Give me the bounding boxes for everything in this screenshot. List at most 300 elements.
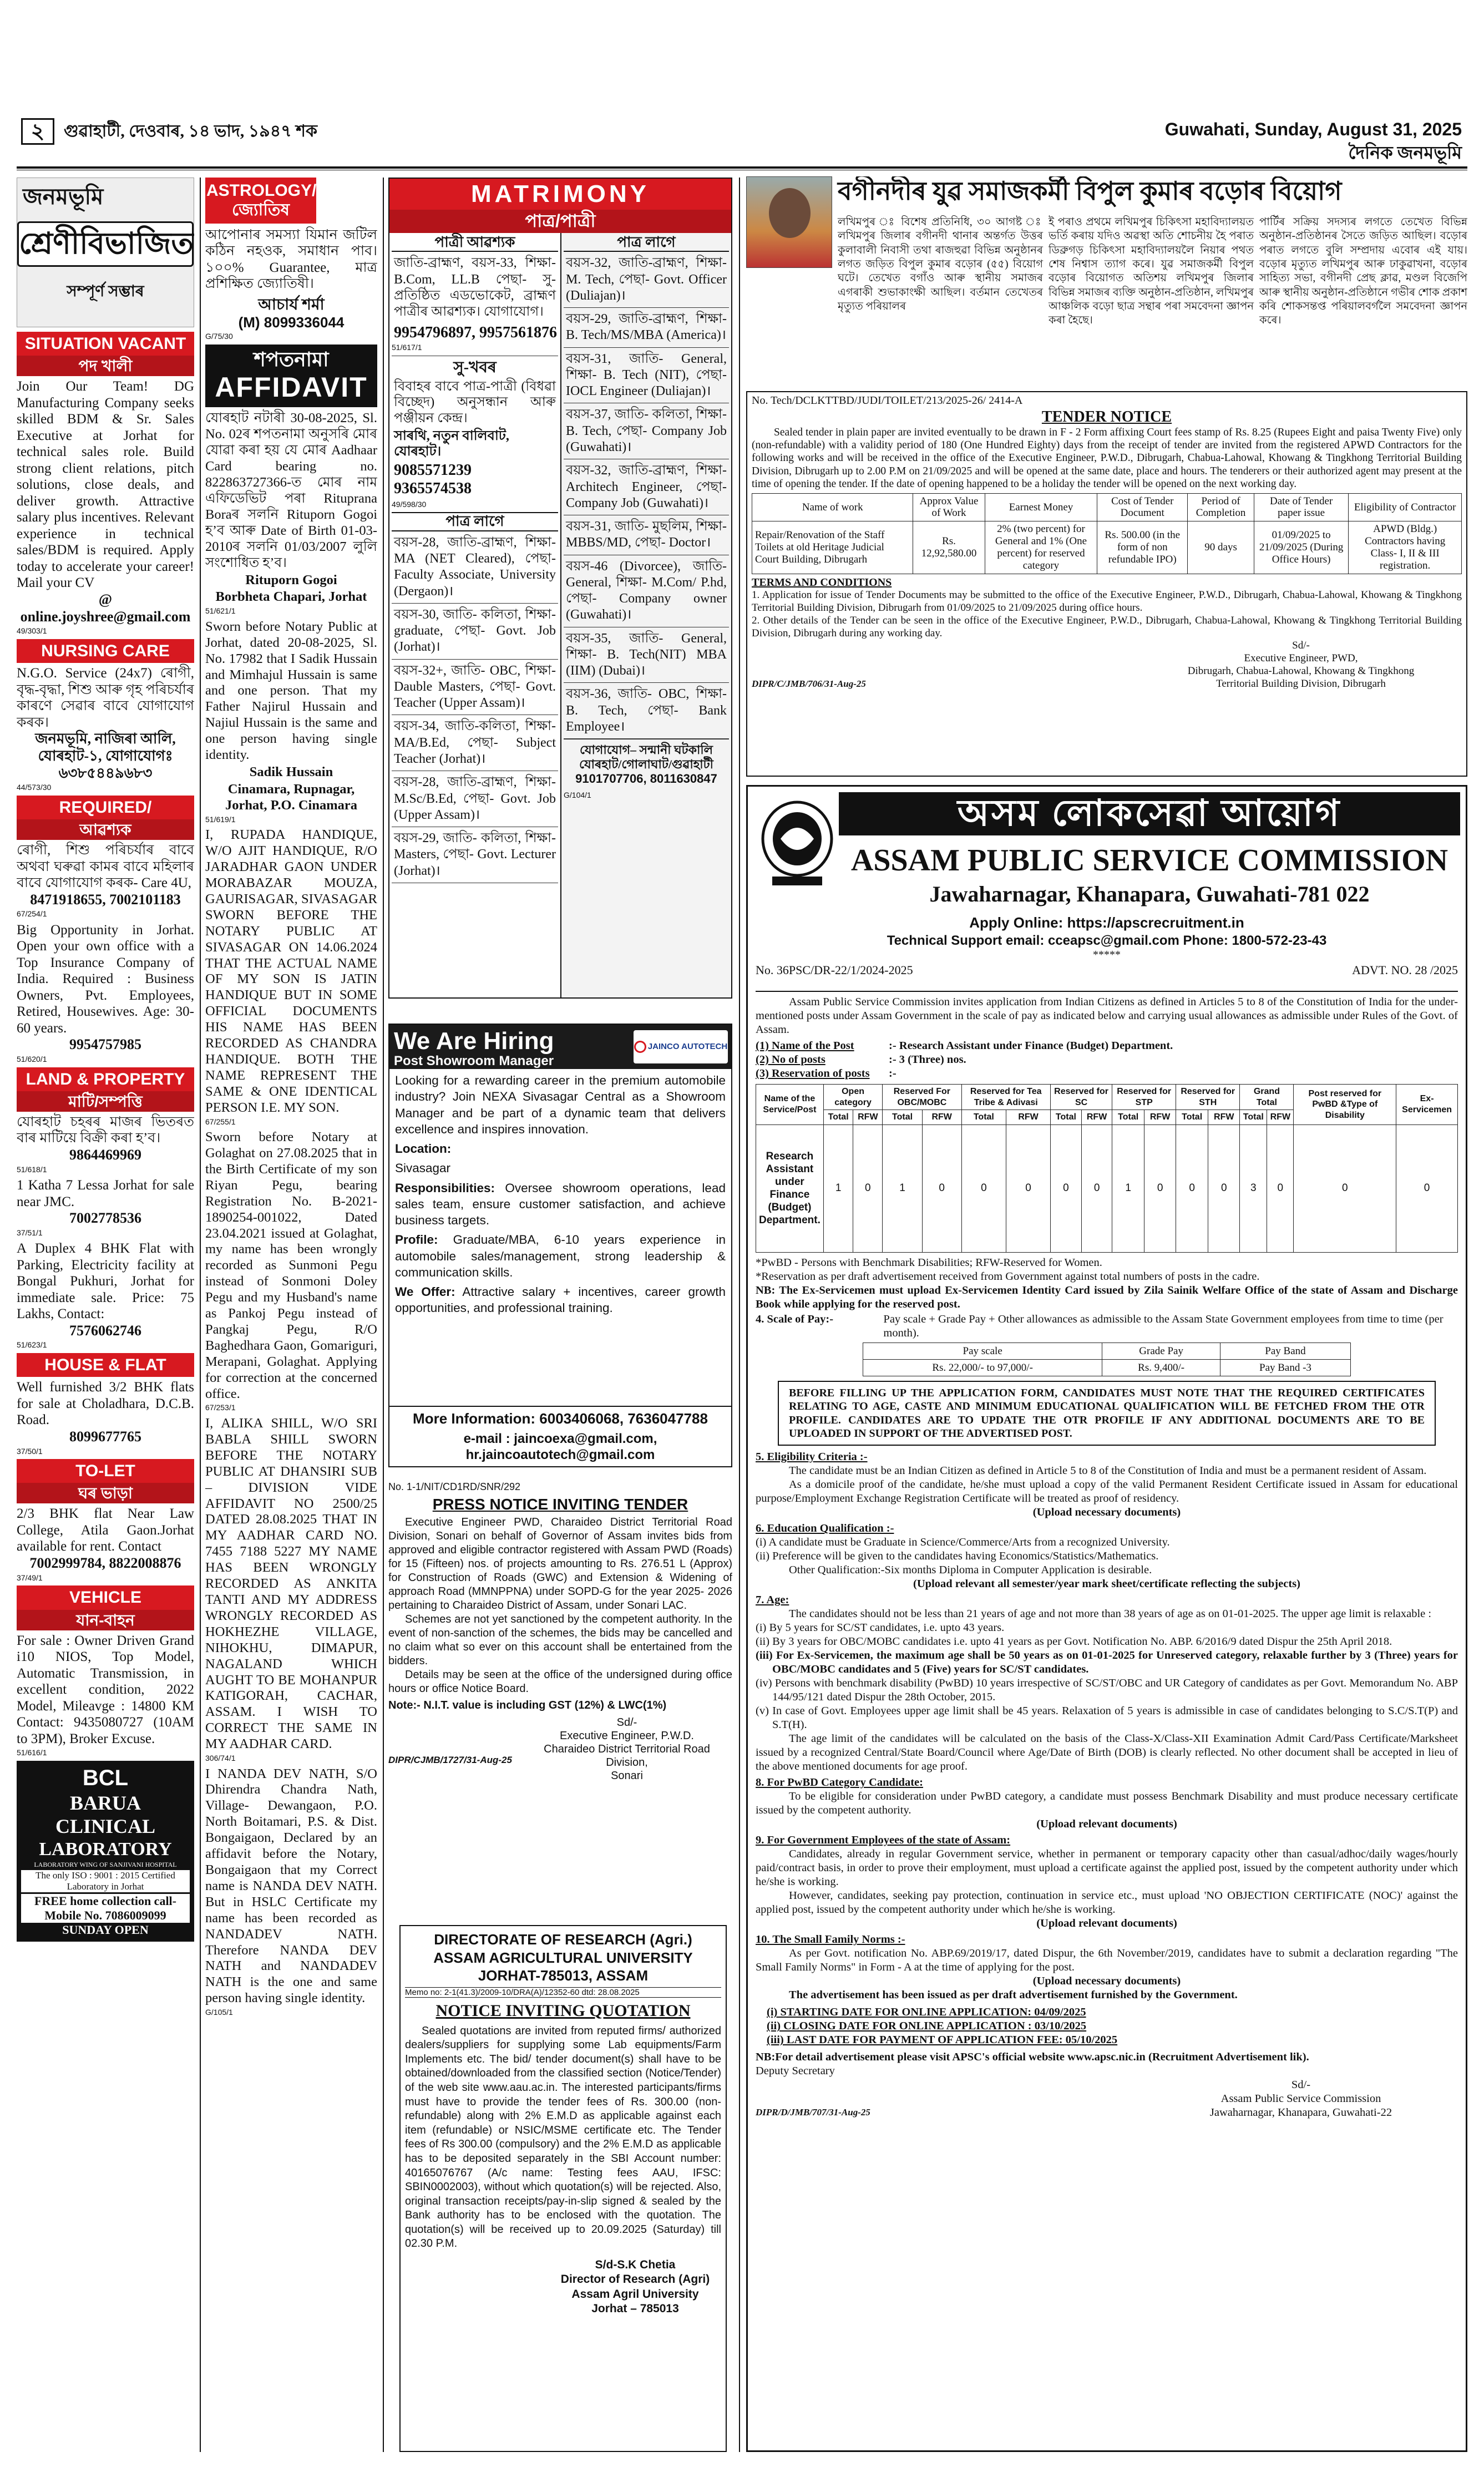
apsc-col-header: Reserved for STH [1176,1085,1240,1110]
classified-text: 2/3 BHK flat Near Law College, Atila Gaon.Jorhat available for rent. Contact [17,1506,194,1554]
affidavit-code: 51/619/1 [205,814,236,824]
research-h3: JORHAT-785013, ASSAM [478,1967,649,1984]
apsc-note-3: NB: The Ex-Servicemen must upload Ex-Servicemen Identity Card issued by Zila Sainik Welfare Office of the state of Assam and Discharge Book while applying for the reserved post. [756,1284,1458,1310]
apsc-advt-number: ADVT. NO. 28 /2025 [1352,963,1458,977]
apsc-code: DIPR/D/JMB/707/31-Aug-25 [756,2107,870,2118]
apsc-col-header: Reserved for STP [1112,1085,1176,1110]
matrimony-contact-code: G/104/1 [564,791,591,800]
tender-sign1: Executive Engineer, PWD, [1244,652,1358,665]
classified-text: যোৰহাট চহৰৰ মাজৰ ভিতৰত বাৰ মাটিয়ে বিক্ৰী কৰা হ’ব। [17,1114,194,1146]
scale-col-header: Pay Band [1220,1343,1350,1359]
research-sign2: Assam Agril University [571,2287,699,2301]
classified-ad [17,332,194,636]
press-body3: Details may be seen at the office of the undersigned during office hours or office Notice Board. [388,1669,732,1695]
affidavit-entry: I NANDA DEV NATH, S/O Dhirendra Chandra Nath, Village- Dewangaon, P.O. North Boitamari, P.S. & Dist. Bongaigaon, Declared by an affidavit before the Notary, Bongaigaon that my Correct name is NANDA DEV NATH. But in HSLC Certificate my name has been recorded as NANDADEV NATH. Therefore NANDA DEV NATH and NANDADEV NATH is the one and same person having single identity. [205,1766,377,2006]
classified-text: N.G.O. Service (24x7) ৰোগী, বৃদ্ধ-বৃদ্ধা, শিশু আৰু গৃহ পৰিচৰ্যাৰ কাৰণে সেৱাৰ বাবে যোগাযোগ কৰক। [17,666,194,730]
matrimony-listing: বয়স-31, জাতি- মুছলিম, শিক্ষা- MBBS/MD, পেছা- Doctor। [564,515,729,555]
astro-affidavit-column [205,178,377,2452]
classified-code: 49/303/1 [17,626,47,636]
apsc-paragraph: (v) In case of Govt. Employees upper age limit shall be 45 years. Relaxation of 5 years is admissible in case of candidates belonging to S.C/S.T(P) and S.T(H). [756,1705,1458,1731]
classified-contact: @ online.joyshree@gmail.com [20,591,191,625]
apsc-value-cell: 0 [1081,1124,1112,1252]
apsc-sub-header: RFW [922,1110,961,1125]
research-sign1: Director of Research (Agri) [560,2273,710,2286]
hiring-location-value: Sivasagar [395,1161,451,1176]
press-ref: No. 1-1/NIT/CD1RD/SNR/292 [388,1481,521,1492]
hiring-location-label: Location: [395,1142,452,1156]
apsc-post-row [756,1039,1458,1053]
apsc-advertisement [746,785,1467,2452]
matrimony-contact-addr: যোৰহাট/গোলাঘাট/গুৱাহাটী [579,757,713,772]
matrimony-contact-head: যোগাযোগ– সন্মানী ঘটকালি [579,743,713,757]
obituary-title: বগীনদীৰ যুৱ সমাজকৰ্মী বিপুল কুমাৰ বড়োৰ বিয়োগ [838,177,1342,205]
hiring-offer-text: Attractive salary + incentives, career growth opportunities, and professional training. [395,1285,726,1315]
matrimony-heading: MATRIMONY [389,179,731,210]
classified-ad [17,1353,194,1456]
apsc-paragraph: (Upload relevant documents) [1036,1917,1177,1930]
apsc-date-line: (i) STARTING DATE FOR ONLINE APPLICATION: 04/09/2025 [767,2006,1086,2019]
press-body2: Schemes are not yet sanctioned by the competent authority. In the event of non-sanction of the schemes, the bids may be cancelled and no claim what so ever on this account shall be entertained from the bidders. [388,1613,732,1668]
hiring-responsibilities [395,1180,726,1229]
classified-subheading: পদ খালী [17,356,194,376]
classified-ad [17,1585,194,1757]
classified-text: ৰোগী, শিশু পৰিচৰ্যাৰ বাবে অথবা ঘৰুৱা কামৰ বাবে মহিলাৰ বাবে যোগাযোগ কৰক- Care 4U, [17,843,194,891]
matrimony-col1-code1: 51/617/1 [392,343,422,352]
apsc-value-cell: 1 [1112,1124,1144,1252]
matrimony-sukhobor: সু-খবৰ [392,356,558,377]
matrimony-listing: বয়স-28, জাতি-ব্ৰাহ্মণ, শিক্ষা- M.Sc/B.Ed, পেছা- Govt. Job (Upper Assam)। [392,771,558,827]
hiring-logo-text: JAINCO AUTOTECH [647,1042,728,1051]
apsc-nos-label: (2) No of posts [756,1053,825,1066]
apsc-sub-header: Total [1050,1110,1081,1125]
apsc-col-header: Grand Total [1240,1085,1294,1110]
apsc-value-cell: 1 [883,1124,923,1252]
classified-heading: SITUATION VACANT [17,332,194,356]
apsc-value-cell: 0 [1396,1124,1458,1252]
scale-cell: Rs. 9,400/- [1102,1359,1220,1376]
apsc-s6-head: 6. Education Qualification :- [756,1522,894,1535]
obituary-news [746,176,1467,390]
affidavit-entry: যোৰহাট নটাৰী 30-08-2025, Sl. No. 02ৰ শপতনামা অনুসৰি মোৰ যোৱা কৰা হয় যে মোৰ Aadhaar Card bearing no. 822863727366-ত মোৰ নাম এফিডেভিট পৰা Rituprana Boraৰ সলনি Rituporn Gogoi হ’ব আৰু Date of Birth 01-03-2010ৰ সলনি 01/03/2007 লুলি সংশোধিত হ’ব। [205,411,377,570]
research-h2: ASSAM AGRICULTURAL UNIVERSITY [433,1949,693,1966]
classified-code: 44/573/30 [17,783,52,792]
apsc-sign1: Assam Public Service Commission [1220,2093,1381,2105]
hiring-phone: 6003406068, 7636047788 [539,1410,708,1427]
page-number: ২ [21,118,54,145]
apsc-note-1: *PwBD - Persons with Benchmark Disabilities; RFW-Reserved for Women. [756,1256,1102,1269]
classified-heading: VEHICLE [17,1585,194,1609]
apsc-number: No. 36PSC/DR-22/1/2024-2025 [756,963,913,977]
apsc-title-en: ASSAM PUBLIC SERVICE COMMISSION [850,843,1448,878]
apsc-scale-row [756,1313,1458,1340]
press-body: Executive Engineer PWD, Charaideo District Territorial Road Division, Sonari on behalf of Governor of Assam invites bids from approved and eligible contractor registered with Assam PWD (Roads) for 15 (Fifteen) nos. of projects amounting to Rs. 276.51 L (Approx) for Construction of Roads (GWC) and Extension & Widening of approach Road (MMNPPNA) under SOPD-G for the year 2025- 2026 pertaining to Charaideo District of Assam, under Sonari LAC. [388,1516,732,1612]
apsc-res-label: (3) Reservation of posts [756,1067,870,1080]
classified-code: 37/50/1 [17,1446,43,1456]
affidavit-entry: Sworn before Notary Public at Jorhat, dated 20-08-2025, Sl. No. 17982 that I Sadik Hussain and Mimhajul Hussain is same and one person. That my Father Najirul Hussain and Najiul Hussain is the same and one person having single identity. [205,619,377,763]
tender-table [752,493,1462,574]
classifieds-title: শ্ৰেণীবিভাজিত [17,221,194,267]
scale-col-header: Grade Pay [1102,1343,1220,1359]
apsc-paragraph: As per Govt. notification No. ABP.69/2019/17, dated Dispur, the 6th November/2019, candidates have to submit a declaration regarding "The Small Family Norms" in Form - A at the time of applying for the post. [756,1947,1458,1974]
press-title: PRESS NOTICE INVITING TENDER [432,1496,688,1513]
obituary-col1: লখিমপুৰ ঃ বিশেষ প্ৰতিনিধি, ৩০ আগষ্ট ঃ লখিমপুৰ জিলাৰ বগীনদী থানাৰ অন্তৰ্গত উত্তৰ কুলাবালী নিবাসী তথা ৰাজহুৱা বিভিন্ন অনুষ্ঠানৰ লগত জড়িত বিপুল কুমাৰ বড়োৰ (৫৫) বিয়োগ ঘটে। তেখেত বগাঁও আৰু স্থানীয় সমাজৰ এগৰাকী শুভাকাংক্ষী আছিল। বৰ্তমান তেখেতৰ মৃত্যুত পৰিয়ালৰ [838,216,1043,313]
hiring-profile [395,1232,726,1280]
apsc-value-cell: 0 [1006,1124,1051,1252]
apsc-scale-label: 4. Scale of Pay:- [756,1313,834,1325]
apsc-col-header: Reserved For OBC/MOBC [883,1085,961,1110]
apsc-value-cell: 3 [1240,1124,1267,1252]
bcl-iso: The only ISO : 9001 : 2015 Certified Laboratory in Jorhat [21,1870,190,1892]
apsc-sd: Sd/- [1291,2079,1311,2091]
astrology-name: আচাৰ্য শৰ্মা [258,296,325,313]
apsc-scale-table [863,1343,1351,1376]
tender-sd: Sd/- [1292,640,1310,652]
apsc-col-header: Open category [823,1085,882,1110]
classified-ad [17,796,194,919]
apsc-sub-header: Total [1112,1110,1144,1125]
apsc-s5-head: 5. Eligibility Criteria :- [756,1451,868,1463]
tender-col-header: Date of Tender paper issue [1254,493,1348,521]
press-sign1: Executive Engineer, P.W.D. [560,1729,694,1742]
apsc-paragraph: (ii) By 3 years for OBC/MOBC candidates i.e. upto 41 years as per Govt. Notification No. ABP. 6/2016/9 dated Dispur the 25th April 2018. [756,1635,1392,1648]
classified-ad [17,1177,194,1237]
hiring-ad [388,1024,732,1467]
matrimony-col2-head: পাত্ৰ লাগে [564,234,729,252]
obituary-col2: ই পৰাও প্ৰথমে লখিমপুৰ চিকিৎসা মহাবিদ্যালয়ত ভৰ্তি কৰায় যদিও অৱস্থা অতি শোচনীয় হৈ পৰাত ডিব্ৰুগড় চিকিৎসা মহাবিদ্যালয়লৈ নিয়াৰ পথত শেষ নিশ্বাস ত্যাগ কৰে। যুৱ সমাজকৰ্মী বিপুল বড়োৰ বিয়োগত অতিশয় লখিমপুৰ জিলাৰ বিভিন্ন সমাজৰ ব্যক্তি অনুষ্ঠান-প্ৰতিষ্ঠান, লখিমপুৰ আঞ্চলিক বড়ো ছাত্ৰ সন্থাৰ পৰা সমবেদনা জ্ঞাপন কৰা হৈছে। [1049,216,1254,327]
apsc-sub-header: Total [883,1110,923,1125]
press-sign3: Sonari [611,1769,643,1782]
classified-code: 67/254/1 [17,909,47,919]
classified-code: 37/49/1 [17,1573,43,1582]
hiring-email[interactable]: e-mail : jaincoexa@gmail.com, hr.jaincoautotech@gmail.com [463,1431,657,1462]
matrimony-listing: বয়স-28, জাতি-ব্ৰাহ্মণ, শিক্ষা- MA (NET Cleared), পেছা- Faculty Associate, University (Dergaon)। [392,531,558,604]
matrimony-col1-phone2: 9085571239 9365574538 [394,461,472,497]
matrimony-col1-addr: সাৰথি, নতুন বালিবাট, যোৰহাট। [394,428,509,459]
apsc-paragraph: (ii) Preference will be given to the candidates having Economics/Statistics/Mathematics. [756,1550,1159,1563]
tender-cell: 01/09/2025 to 21/09/2025 (During Office Hours) [1254,521,1348,574]
classified-ad [17,1067,194,1174]
hiring-more-info [394,1410,727,1427]
tender-term-1: 1. Application for issue of Tender Documents may be submitted to the office of the Executive Engineer, P.W.D., Dibrugarh, Chabua-Lahowal, Khowang & Tingkhong Territorial Building Division, Dibrugarh from 01/09/2025 to 21/09/2025 during office hours. [752,589,1462,614]
astrology-code: G/75/30 [205,332,233,341]
portrait-icon [769,188,811,238]
apsc-emblem [756,794,839,889]
matrimony-listing: বয়স-36, জাতি- OBC, শিক্ষা- B. Tech, পেছা- Bank Employee। [564,683,729,739]
apsc-post-value: :- Research Assistant under Finance (Budget) Department. [889,1040,1173,1052]
matrimony-col1-head: পাত্ৰী আৱশ্যক [392,234,558,252]
hiring-logo [634,1030,728,1063]
tender-cell: 90 days [1188,521,1254,574]
classified-text: A Duplex 4 BHK Flat with Parking, Electricity facility at Bongal Pukhuri, Jorhat for immediate sale. Price: 75 Lakhs, Contact: [17,1241,194,1322]
apsc-res-value: :- [889,1067,897,1080]
scale-cell: Pay Band -3 [1220,1359,1350,1376]
press-notice [388,1481,732,1914]
apsc-sub-header: RFW [1081,1110,1112,1125]
bcl-mobile: FREE home collection call- Mobile No. 7086009099 [21,1894,190,1923]
apsc-value-cell: 0 [1208,1124,1240,1252]
apsc-nb: NB:For detail advertisement please visit APSC's official website www.apsc.nic.in (Recruitment Advertisement lik). [756,2051,1309,2064]
apsc-sign2: Jawaharnagar, Khanapara, Guwahati-22 [1209,2106,1392,2119]
classified-ad [17,922,194,1064]
classified-contact: 8471918655, 7002101183 [30,891,181,908]
tender-body: Sealed tender in plain paper are invited eventually to be drawn in F - 2 Form affixing Court fees stamp of Rs. 8.25 (Rupees Eight and paisa Twenty Five) only (non-refundable) with a validity period of 180 (One Hundred Eighty) days from the receipt of tender are invited from the registered APWD Contractors for the following works and will be received in the office of the Executive Engineer, P.W.D., Dibrugarh, Chabua-Lahowal, Khowang & Tingkhong Territorial Building Division, Dibrugarh up to 2.00 P.M on 21/09/2025 and will be opened at the same date, place and hours. The tenderers or their authorized agent may present at the time of opening the tender. If the date of opening happened to be a holiday the tender will be opened on the next working day. [752,426,1462,490]
apsc-paragraph: (Upload necessary documents) [1032,1975,1181,1988]
tender-terms-head: TERMS AND CONDITIONS [752,576,892,589]
classified-heading: NURSING CARE [17,639,194,663]
bcl-logo-text: BCL [82,1765,129,1790]
classified-code: 51/623/1 [17,1340,47,1350]
affidavit-entry: I, RUPADA HANDIQUE, W/O AJIT HANDIQUE, R/O JARADHAR GAON UNDER MORABAZAR MOUZA, GAURISAGAR, SIVASAGAR SWORN BEFORE THE NOTARY PUBLIC AT SIVASAGAR ON 14.06.2024 THAT THE ACTUAL NAME OF MY SON IS JATIN HANDIQUE BUT IN SOME OFFICIAL DOCUMENTS HIS NAME HAS BEEN RECORDED AS CHANDRA HANDIQUE. BOTH THE NAME REPRESENT THE SAME & ONE IDENTICAL PERSON I.E. MY SON. [205,827,377,1115]
matrimony-listing: বয়স-35, জাতি- General, শিক্ষা- B. Tech(NIT) MBA (IIM) (Dubai)। [564,627,729,683]
apsc-sub-header: Total [1240,1110,1267,1125]
apsc-paragraph: The candidates should not be less than 21 years of age and not more than 38 years of age as on 01-01-2025. The upper age limit is relaxable : [789,1608,1432,1620]
obituary-photo [746,176,832,268]
research-title: NOTICE INVITING QUOTATION [435,2002,691,2020]
hiring-offer-label: We Offer: [395,1285,455,1299]
affidavit-code: 67/255/1 [205,1117,236,1126]
research-sign3: Jorhat – 785013 [591,2302,679,2315]
tender-cell: 2% (two percent) for General and 1% (One percent) for reserved category [985,521,1097,574]
tender-col-header: Name of work [752,493,913,521]
apsc-value-cell: 0 [961,1124,1006,1252]
apsc-paragraph: Candidates, already in regular Government service, whether in permanent or temporary capacity other than casual/adhoc/daily wages/hourly paid/contract basis, in order to prove their employment, must upload a certificate against the applied post, issued by the competent authority under which he/she is working. [756,1848,1458,1888]
apsc-col-header: Ex-Servicemen [1396,1085,1458,1125]
affidavit-code: 51/621/1 [205,606,236,616]
research-h1: DIRECTORATE OF RESEARCH (Agri.) [434,1931,692,1948]
apsc-stars: ***** [1093,949,1121,961]
apsc-value-cell: 0 [922,1124,961,1252]
apsc-intro: Assam Public Service Commission invites application from Indian Citizens as defined in Articles 5 to 8 of the Constitution of India for the under-mentioned posts under Assam Government in the scale of pay as indicated below and carrying usual allowances as admissible under Rules of the Govt. of Assam. [756,996,1458,1036]
affidavit-signatory: Sadik Hussain [249,764,333,780]
apsc-col-header: Name of the Service/Post [756,1085,824,1125]
hiring-title: We Are Hiring [394,1027,554,1055]
apsc-warning: BEFORE FILLING UP THE APPLICATION FORM, CANDIDATES MUST NOTE THAT THE REQUIRED CERTIFICATES RELATING TO AGE, CASTE AND MINIMUM EDUCATIONAL QUALIFICATION WILL BE FETCHED FROM THE OTR PROFILE. CANDIDATES ARE TO UPDATE THE OTR PROFILE IF ANY ADDITIONAL DOCUMENTS ARE TO BE UPLOADED IN SUPPORT OF THE ADVERTISED POST. [778,1381,1436,1446]
press-note: Note:- N.I.T. value is including GST (12%) & LWC(1%) [388,1699,667,1712]
apsc-scale-text: Pay scale + Grade Pay + Other allowances as admissible to the Assam State Government employees from time to time (per month). [883,1313,1444,1339]
astrology-phone: (M) 8099336044 [238,313,345,331]
matrimony-listing: বয়স-32+, জাতি- OBC, শিক্ষা- Dauble Masters, পেছা- Govt. Teacher (Upper Assam)। [392,660,558,716]
apsc-paragraph: The age limit of the candidates will be calculated on the basis of the Class-X/Class-XII Examination Admit Card/Pass Certificate/Marksheet issued by a recognized Central/State Board/Council where Age/Date of Birth (DOB) is clearly reflected. No other document shall be accepted in lieu of the above mentioned documents for age proof. [756,1733,1458,1773]
tender-col-header: Period of Completion [1188,493,1254,521]
matrimony-listing: বয়স-29, জাতি-ব্ৰাহ্মণ, শিক্ষা- B. Tech/MS/MBA (America)। [564,308,729,348]
scale-cell: Rs. 22,000/- to 97,000/- [863,1359,1102,1376]
tender-term-2: 2. Other details of the Tender can be seen in the office of the Executive Engineer, P.W.D., Dibrugarh, Chabua-Lahowal, Khowang & Tingkhong Territorial Building Division, Dibrugarh during any working day. [752,614,1462,639]
matrimony-listing: বয়স-31, জাতি- General, শিক্ষা- B. Tech (NIT), পেছা- IOCL Engineer (Duliajan)। [564,348,729,404]
classified-contact: জনমভূমি, নাজিৰা আলি, যোৰহাট-১, যোগাযোগঃ ৬৩৮৫৪৪৯৬৮৩ [35,731,176,781]
apsc-sub-header: Total [961,1110,1006,1125]
hiring-header [389,1025,731,1069]
classified-code: 51/620/1 [17,1054,47,1063]
classified-ad [17,1240,194,1350]
hiring-resp-text: Oversee showroom operations, lead sales team, ensure customer satisfaction, and achieve business targets. [395,1181,726,1227]
classified-text: For sale : Owner Driven Grand i10 NIOS, Top Model, Automatic Transmission, in excellent condition, 2022 Model, Mileavge : 14800 KM Contact: 9435080727 (10AM to 3PM), Broker Excuse. [17,1633,194,1746]
matrimony-listing: বয়স-34, জাতি-কলিতা, শিক্ষা- MA/B.Ed, পেছা- Subject Teacher (Jorhat)। [392,715,558,771]
tender-col-header: Cost of Tender Document [1097,493,1188,521]
classified-ad [17,1459,194,1582]
apsc-address: Jawaharnagar, Khanapara, Guwahati-781 022 [929,882,1370,906]
classified-ads-list [17,332,194,1757]
jainco-logo-icon [634,1041,646,1053]
bcl-line2: BARUA [69,1791,141,1814]
hiring-intro: Looking for a rewarding career in the premium automobile industry? Join NEXA Sivasagar Central as a Showroom Manager and be part of a dynamic team that delivers excellence and inspires innovation. [395,1073,726,1136]
apsc-paragraph: As a domicile proof of the candidate, he/she must upload a copy of the valid Permanent Resident Certificate issued in Assam for educational purpose/Employment Exchange Registration Certificate will be treated as proof of residency. [756,1478,1458,1505]
apsc-col-header: Post reserved for PwBD &Type of Disability [1294,1085,1396,1125]
hiring-offer [395,1284,726,1316]
apsc-masthead [756,787,1458,992]
apsc-paragraph: (iii) For Ex-Servicemen, the maximum age shall be 50 years as on 01-01-2025 for Unreserved category, relaxable further by 3 (Three) years for OBC/MOBC candidates and 5 (Five) years for SC/ST candidates. [756,1649,1458,1676]
classified-ad [17,639,194,792]
classified-contact: 8099677765 [69,1428,141,1445]
apsc-res-row [756,1067,1458,1081]
bcl-sunday: SUNDAY OPEN [62,1923,149,1937]
apsc-sub-header: Total [1176,1110,1208,1125]
affidavit-heading-en: AFFIDAVIT [215,372,368,403]
hiring-location [395,1141,726,1157]
apsc-apply-link[interactable]: Apply Online: https://apscrecruitment.in [969,914,1244,931]
classified-subheading: ঘৰ ভাড়া [17,1483,194,1503]
matrimony-col1b-head: পাত্ৰ লাগে [392,512,558,531]
apsc-sub-header: RFW [853,1110,883,1125]
apsc-col-header: Reserved for SC [1050,1085,1112,1110]
matrimony-col2 [561,233,731,999]
apsc-paragraph: The candidate must be an Indian Citizen as defined in Article 5 to 8 of the Constitution of India and must be a permanent resident of Assam. [789,1465,1427,1477]
affidavit-heading-as: শপতনামা [254,348,329,371]
apsc-value-cell: 0 [853,1124,883,1252]
matrimony-listing: বয়স-37, জাতি- কলিতা, শিক্ষা- B. Tech, পেছা- Company Job (Guwahati)। [564,403,729,459]
apsc-sub-header: RFW [1144,1110,1176,1125]
matrimony-sub: পাত্ৰ/পাত্ৰী [389,210,731,233]
apsc-date-line: (iii) LAST DATE FOR PAYMENT OF APPLICATION FEE: 05/10/2025 [767,2034,1118,2046]
affidavit-entry: Sworn before Notary at Golaghat on 27.08.2025 that in the Birth Certificate of my son Riyan Pegu, bearing Registration No. B-2021-1890254-001022, Dated 23.04.2021 issued at Golaghat, my name has been wrongly recorded as Sunmoni Pegu instead of Sonmoni Doley Pegu and my Husband's name as Pankoj Pegu instead of Pangkaj Pegu, R/O Baghedhara Gaon, Gomariguri, Merapani, Golaghat. Applying for correction at the concerned office. [205,1129,377,1401]
tender-title: TENDER NOTICE [1041,408,1172,425]
tender-cell: Rs. 500.00 (in the form of non refundable IPO) [1097,521,1188,574]
apsc-paragraph: (Upload relevant all semester/year mark sheet/certificate reflecting the subjects) [913,1578,1300,1590]
classified-text: Join Our Team! DG Manufacturing Company seeks skilled BDM & Sr. Sales Executive at Jorhat for technical sales role. Build strong client relations, pitch solutions, close deals, and deliver growth. Attractive salary plus incentives. Relevant experience in technical sales/BDM is required. Apply today to accelerate your career! Mail your CV [17,379,194,591]
apsc-value-cell: 0 [1294,1124,1396,1252]
apsc-paragraph: The advertisement has been issued as per draft advertisement furnished by the Government. [789,1989,1238,2002]
classified-text: 1 Katha 7 Lessa Jorhat for sale near JMC. [17,1178,194,1209]
bcl-lab-ad [17,1761,194,1942]
tender-cell: Repair/Renovation of the Staff Toilets at old Heritage Judicial Court Building, Dibrugarh [752,521,913,574]
apsc-paragraph: (iv) Persons with benchmark disability (PwBD) 10 years irrespective of SC/ST/OBC and UR Category of candidates as per Govt. Memorandum No. ABP 144/95/121 dated Dispur the 28th October, 2015. [756,1677,1458,1704]
apsc-post-label: (1) Name of the Post [756,1040,854,1052]
classified-subheading: মাটি/সম্পত্তি [17,1091,194,1112]
classified-contact: 7002999784, 8822008876 [29,1554,181,1571]
affidavit-code: 306/74/1 [205,1754,236,1763]
tender-col-header: Eligibility of Contractor [1349,493,1462,521]
apsc-paragraph: (Upload relevant documents) [1036,1818,1177,1831]
apsc-paragraph: To be eligible for consideration under PwBD category, a candidate must possess Benchmark Disability and must produce necessary certificate issued by the competent authority. [756,1790,1458,1817]
apsc-paragraph: (i) By 5 years for SC/ST candidates, i.e. upto 43 years. [756,1622,1005,1634]
matrimony-listing: বয়স-32, জাতি-ব্ৰাহ্মণ, শিক্ষা- Architech Engineer, পেছা- Company Job (Guwahati)। [564,459,729,515]
hiring-resp-label: Responsibilities: [395,1181,495,1195]
apsc-value-cell: 0 [1050,1124,1081,1252]
affidavit-signatory: Rituporn Gogoi [245,572,337,587]
apsc-s10-head: 10. The Small Family Norms :- [756,1933,905,1946]
matrimony-contact [564,739,729,789]
tender-ref: No. Tech/DCLKTTBD/JUDI/TOILET/213/2025-26/ 2414-A [752,394,1023,407]
apsc-sub-header: Total [823,1110,853,1125]
classifieds-sub: সম্পূৰ্ণ সম্ভাৰ [67,283,144,300]
matrimony-col1-code2: 49/598/30 [392,499,427,509]
apsc-note-2: *Reservation as per draft advertisement received from Government against total numbers of posts in the cadre. [756,1270,1260,1283]
apsc-value-cell: 0 [1144,1124,1176,1252]
scale-col-header: Pay scale [863,1343,1102,1359]
research-memo: Memo no: 2-1(41.3)/2009-10/DRA(A)/12352-60 dtd: 28.08.2025 [405,1987,721,1998]
press-code: DIPR/CJMB/1727/31-Aug-25 [388,1754,512,1765]
classified-heading: REQUIRED/ [17,796,194,819]
apsc-paragraph: However, candidates, seeking pay protection, continuation in service etc., must upload 'NO OBJECTION CERTIFICATE (NOC)' against the applied post, issued by the competent authority under which he/she is working. [756,1889,1458,1916]
header-date-english: Guwahati, Sunday, August 31, 2025 [1164,119,1462,139]
apsc-s8-head: 8. For PwBD Category Candidate: [756,1776,923,1789]
matrimony-col1-phone1: 9954796897, 9957561876 [394,324,557,342]
classified-contact: 9954757985 [69,1036,141,1053]
matrimony-listing: বয়স-46 (Divorcee), জাতি- General, শিক্ষা- M.Com/ P.hd, পেছা- Company owner (Guwahati)। [564,555,729,627]
press-sign2: Charaideo District Territorial Road Division, [544,1742,710,1769]
apsc-col-header: Reserved for Tea Tribe & Adivasi [961,1085,1050,1110]
bcl-small: LABORATORY WING OF SANJIVANI HOSPITAL [34,1860,177,1868]
apsc-s7-head: 7. Age: [756,1594,789,1607]
classifieds-brand: জনমভূমি [23,184,104,209]
hiring-subtitle: Post Showroom Manager [394,1053,554,1068]
apsc-deputy: Deputy Secretary [756,2065,835,2078]
apsc-paragraph: Other Qualification:-Six months Diploma in Computer Application is desirable. [789,1564,1152,1577]
affidavit-signatory: Cinamara, Rupnagar, Jorhat, P.O. Cinamara [225,781,357,813]
apsc-value-cell: 0 [1267,1124,1294,1252]
tender-col-header: Earnest Money [985,493,1097,521]
classified-subheading: যান-বাহন [17,1610,194,1630]
apsc-title-as: অসম লোকসেৱা আয়োগ [839,792,1460,835]
affidavit-list [205,411,377,2017]
apsc-value-cell: 0 [1176,1124,1208,1252]
tender-col-header: Approx Value of Work [913,493,985,521]
astrology-heading: ASTROLOGY/জ্যোতিষ [205,178,316,224]
assam-emblem-icon [756,794,839,889]
tender-cell: Rs. 12,92,580.00 [913,521,985,574]
matrimony-col1-ad2: বিবাহৰ বাবে পাত্ৰ-পাত্ৰী (বিধৱা বিচ্ছেদ) অনুসন্ধান আৰু পঞ্জীয়ন কেন্দ্ৰ। [394,379,556,425]
matrimony-contact-phone: 9101707706, 8011630847 [575,772,717,786]
affidavit-heading [205,345,377,407]
classified-text: Big Opportunity in Jorhat. Open your own office with a Top Insurance Company of India. Required : Business Owners, Pvt. Employees, Retired, Housewives. Age: 30-60 years. [17,922,194,1036]
apsc-paragraph: (i) A candidate must be Graduate in Science/Commerce/Arts from a recognized University. [756,1536,1170,1549]
matrimony-col1 [389,233,561,999]
apsc-post-name: Research Assistant under Finance (Budget) Department. [756,1124,824,1252]
page-header [17,114,1467,166]
classified-heading: LAND & PROPERTY [17,1067,194,1091]
astrology-text: আপোনাৰ সমস্যা যিমান জটিল কঠিন নহওক, সমাধান পাব। ১০০% Guarantee, মাত্ৰ প্ৰশিক্ষিত জ্যোতিষী। [205,227,377,292]
apsc-s9-head: 9. For Government Employees of the state of Assam: [756,1834,1011,1847]
press-sd: Sd/- [616,1716,637,1729]
bcl-line3: CLINICAL [55,1815,156,1838]
tender-cell: APWD (Bldg.) Contractors having Class- I, II & III registration. [1349,521,1462,574]
hiring-profile-label: Profile: [395,1233,438,1247]
matrimony-ad [388,178,732,999]
matrimony-listing: বয়স-32, জাতি-ব্ৰাহ্মণ, শিক্ষা- M. Tech, পেছা- Govt. Officer (Duliajan)। [564,252,729,308]
research-sd: S/d-S.K Chetia [595,2258,676,2272]
apsc-sub-header: RFW [1208,1110,1240,1125]
classified-heading: HOUSE & FLAT [17,1353,194,1377]
matrimony-listing: বয়স-29, জাতি- কলিতা, শিক্ষা- Masters, পেছা- Govt. Lecturer (Jorhat)। [392,827,558,883]
classified-code: 51/618/1 [17,1164,47,1174]
classified-text: Well furnished 3/2 BHK flats for sale at Choladhara, D.C.B. Road. [17,1380,194,1428]
header-date-assamese: গুৱাহাটী, দেওবাৰ, ১৪ ভাদ, ১৯৪৭ শক [64,122,317,140]
matrimony-col1-ad1: জাতি-ব্ৰাহ্মণ, বয়স-33, শিক্ষা- B.Com, LL.B পেছা- সু-প্ৰতিষ্ঠিত এডভোকেট, ব্ৰাহ্মণ পাত্ৰীৰ আৱশ্যক। যোগাযোগ। [394,256,556,320]
apsc-value-cell: 1 [823,1124,853,1252]
classifieds-masthead [17,178,194,327]
apsc-reservation-table [756,1084,1458,1253]
tender-sign3: Territorial Building Division, Dibrugarh [1216,677,1386,690]
affidavit-code: G/105/1 [205,2008,233,2017]
